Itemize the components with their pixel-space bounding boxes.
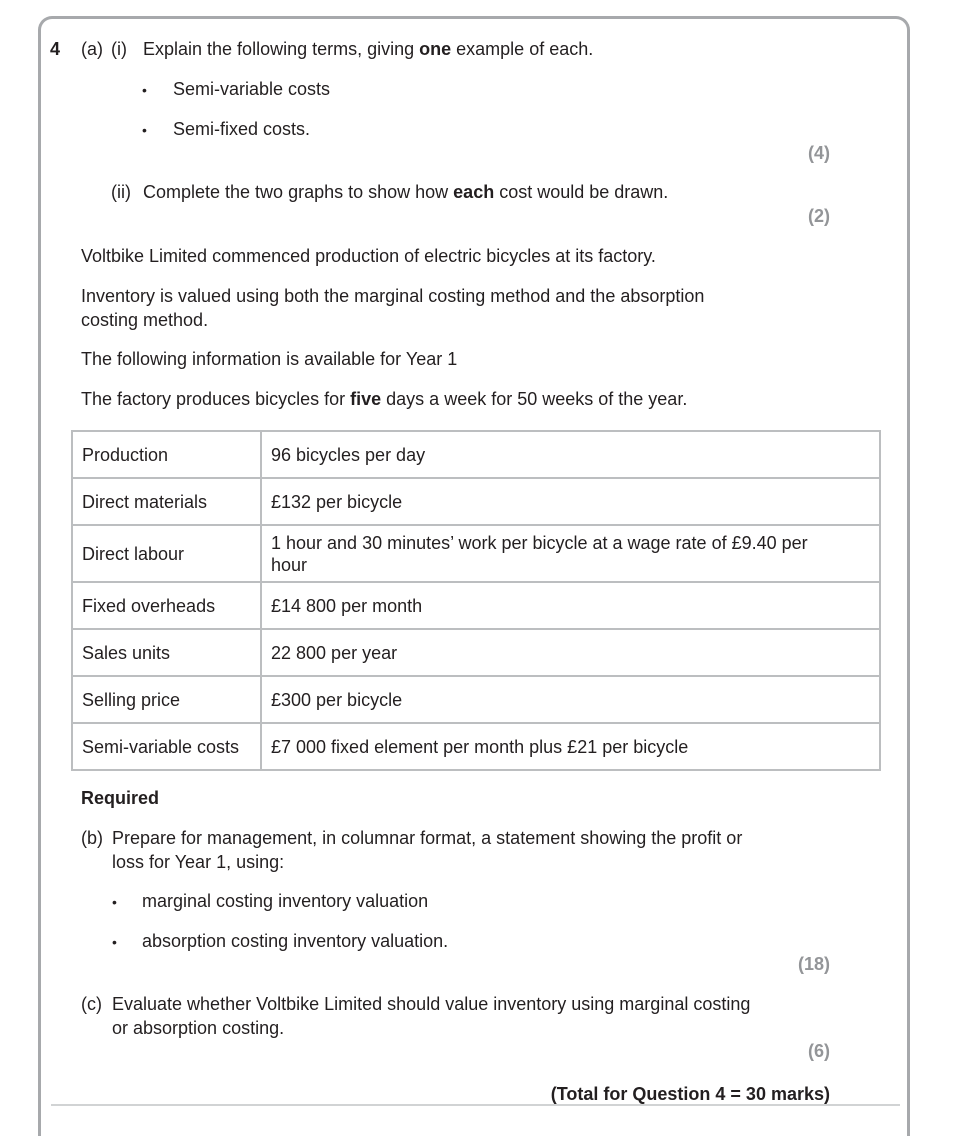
part-a-label: (a) bbox=[81, 39, 103, 59]
row-label: Direct materials bbox=[72, 478, 261, 525]
emphasis: five bbox=[350, 389, 382, 409]
information-table bbox=[71, 430, 881, 771]
question-number: 4 bbox=[50, 39, 61, 59]
scenario-paragraph: Inventory is valued using both the marginal costing method and the absorption bbox=[81, 286, 705, 306]
part-a-i-label: (i) bbox=[111, 39, 127, 59]
text: Explain the following terms, giving bbox=[143, 39, 420, 59]
bullet-item: Semi-fixed costs. bbox=[173, 119, 311, 139]
required-heading: Required bbox=[81, 788, 160, 808]
table-row bbox=[72, 676, 880, 723]
bullet-item: absorption costing inventory valuation. bbox=[142, 931, 449, 951]
table-row bbox=[72, 478, 880, 525]
part-b-text: loss for Year 1, using: bbox=[112, 852, 285, 872]
row-label: Direct labour bbox=[72, 525, 261, 582]
part-a-ii-text bbox=[143, 181, 668, 203]
scenario-paragraph bbox=[81, 388, 687, 410]
text: Complete the two graphs to show how bbox=[143, 182, 454, 202]
part-a-i-text bbox=[143, 38, 593, 60]
row-label: Sales units bbox=[72, 629, 261, 676]
row-value: £300 per bicycle bbox=[261, 676, 880, 723]
bullet-icon: • bbox=[142, 122, 147, 138]
marks-b: (18) bbox=[797, 954, 830, 974]
text: cost would be drawn. bbox=[494, 182, 669, 202]
scenario-paragraph: costing method. bbox=[81, 310, 209, 330]
row-label: Production bbox=[72, 431, 261, 478]
emphasis: each bbox=[453, 182, 495, 202]
text: example of each. bbox=[451, 39, 594, 59]
scenario-paragraph: Voltbike Limited commenced production of electric bicycles at its factory. bbox=[81, 246, 656, 266]
part-b-label: (b) bbox=[81, 828, 103, 848]
row-label: Selling price bbox=[72, 676, 261, 723]
bullet-icon: • bbox=[112, 934, 117, 950]
bullet-icon: • bbox=[142, 82, 147, 98]
table-row bbox=[72, 629, 880, 676]
total-marks: (Total for Question 4 = 30 marks) bbox=[550, 1084, 830, 1104]
table-row bbox=[72, 582, 880, 629]
bullet-item: Semi-variable costs bbox=[173, 79, 331, 99]
row-label: Semi-variable costs bbox=[72, 723, 261, 770]
row-label: Fixed overheads bbox=[72, 582, 261, 629]
row-value: 1 hour and 30 minutes’ work per bicycle at a wage rate of £9.40 per hour bbox=[261, 525, 880, 582]
scenario-paragraph: The following information is available for Year 1 bbox=[81, 349, 458, 369]
part-a-ii-label: (ii) bbox=[111, 182, 131, 202]
part-c-label: (c) bbox=[81, 994, 102, 1014]
table-row bbox=[72, 723, 880, 770]
marks-a-i: (4) bbox=[808, 143, 830, 163]
row-value: £14 800 per month bbox=[261, 582, 880, 629]
row-value: £132 per bicycle bbox=[261, 478, 880, 525]
marks-c: (6) bbox=[808, 1041, 830, 1061]
part-b-text: Prepare for management, in columnar format, a statement showing the profit or bbox=[112, 828, 743, 848]
table-row bbox=[72, 431, 880, 478]
divider bbox=[51, 1104, 900, 1106]
table-row bbox=[72, 525, 880, 582]
row-value: 96 bicycles per day bbox=[261, 431, 880, 478]
text: The factory produces bicycles for bbox=[81, 389, 351, 409]
bullet-item: marginal costing inventory valuation bbox=[142, 891, 429, 911]
bullet-icon: • bbox=[112, 894, 117, 910]
text: days a week for 50 weeks of the year. bbox=[381, 389, 688, 409]
row-value: 22 800 per year bbox=[261, 629, 880, 676]
row-value: £7 000 fixed element per month plus £21 per bicycle bbox=[261, 723, 880, 770]
part-c-text: Evaluate whether Voltbike Limited should value inventory using marginal costing bbox=[112, 994, 751, 1014]
marks-a-ii: (2) bbox=[808, 206, 830, 226]
part-c-text: or absorption costing. bbox=[112, 1018, 285, 1038]
emphasis: one bbox=[419, 39, 452, 59]
